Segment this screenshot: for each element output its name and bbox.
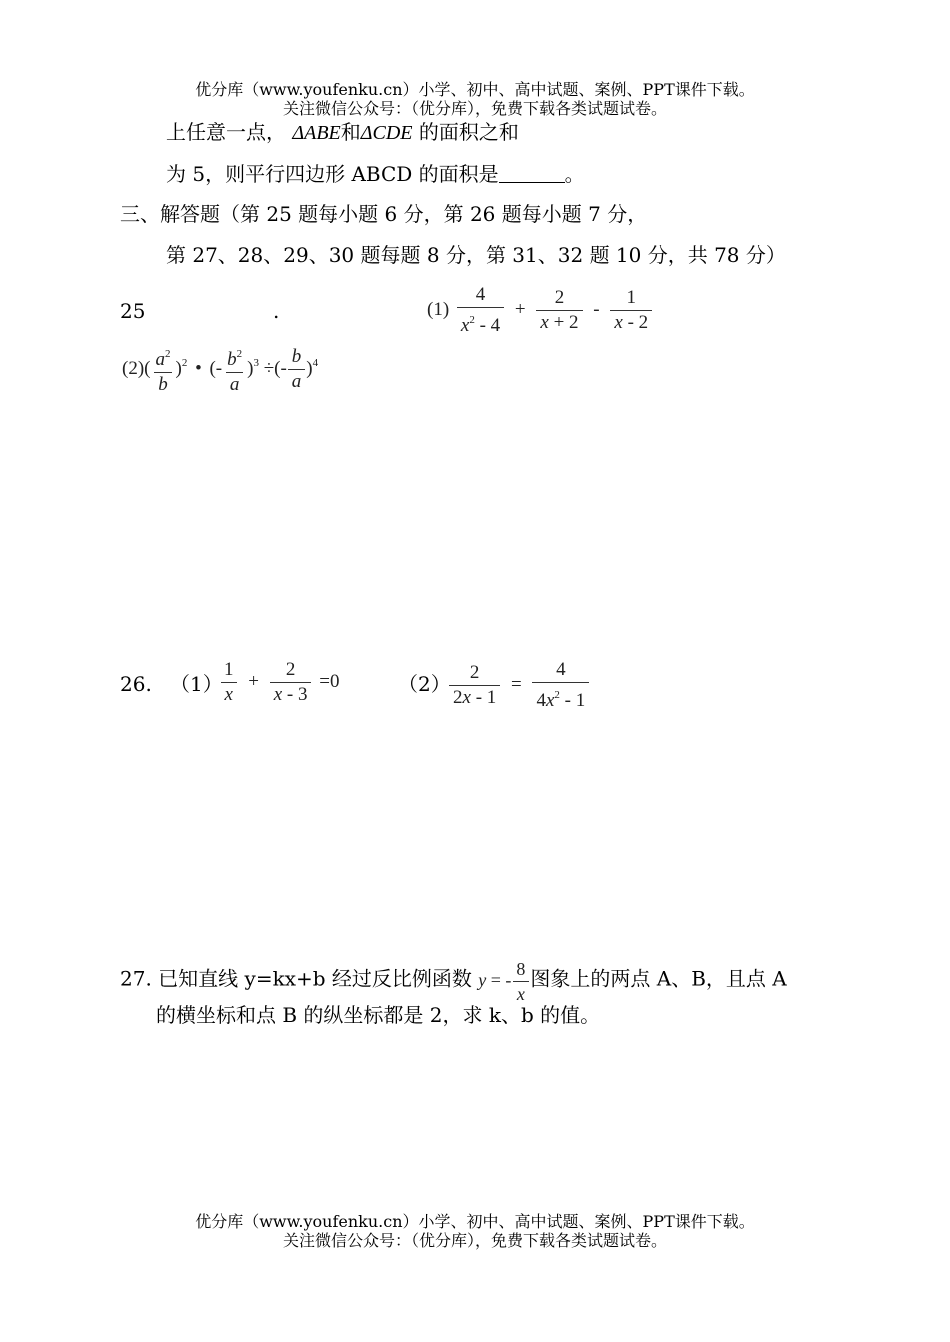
- exponent: 2: [469, 314, 475, 326]
- frac-denominator: [532, 682, 589, 712]
- q26-p2-label: （2）: [398, 672, 451, 696]
- frac-numerator: 1: [626, 287, 636, 308]
- q27-number: 27.: [120, 966, 152, 991]
- var: x: [273, 684, 283, 705]
- continuation-prefix: 上任意一点，: [166, 120, 286, 144]
- header-line-1: 优分库（www.youfenku.cn）小学、初中、高中试题、案例、PPT课件下载。: [195, 80, 755, 99]
- operator: = -: [486, 969, 512, 990]
- q25-p1-frac2: [536, 287, 582, 334]
- den-rest: - 3: [282, 684, 308, 705]
- q27-text-b: 图象上的两点 A、B，且点 A: [530, 966, 787, 991]
- frac-denominator: [270, 682, 312, 706]
- frac-denominator: [536, 310, 582, 334]
- q26-p1-frac2: [270, 659, 312, 706]
- paren-close: ): [306, 357, 313, 379]
- var: x: [614, 312, 623, 333]
- var: x: [540, 312, 549, 333]
- frac-denominator: [449, 685, 500, 709]
- footer-line-2: 关注微信公众号：（优分库），免费下载各类试题试卷。: [282, 1231, 667, 1250]
- paren-close: ): [175, 357, 182, 379]
- var: x: [460, 315, 470, 336]
- continuation-line-2: [166, 162, 585, 186]
- frac-denominator: b: [154, 372, 172, 396]
- exponent: 2: [554, 689, 560, 701]
- var: a: [155, 349, 165, 370]
- and-text: 和: [340, 120, 361, 144]
- q25-p1-frac3: [610, 287, 652, 334]
- bullet-operator: •: [195, 357, 202, 379]
- exponent: 2: [181, 356, 188, 369]
- section3-title: 三、解答题（第 25 题每小题 6 分，第 26 题每小题 7 分，: [120, 202, 648, 226]
- coef: 2: [453, 687, 463, 708]
- exponent: 3: [253, 356, 259, 369]
- continuation-line-1: [166, 120, 519, 145]
- q27-equation: [478, 959, 530, 1004]
- section3-title-cont: 第 27、28、29、30 题每题 8 分，第 31、32 题 10 分，共 78 分）: [166, 243, 786, 267]
- q27-line-2: 的横坐标和点 B 的纵坐标都是 2，求 k、b 的值。: [156, 1003, 601, 1027]
- frac-numerator: 2: [554, 287, 565, 308]
- den-rest: - 2: [622, 312, 649, 333]
- triangle-abe: ΔABE: [292, 122, 341, 144]
- var: b: [227, 349, 237, 370]
- q26-part2: [446, 659, 592, 712]
- q26-p2-frac2: [532, 659, 589, 712]
- frac-numerator: [151, 343, 174, 372]
- exponent: 4: [312, 356, 319, 369]
- exponent: 2: [164, 348, 171, 360]
- den-rest: + 2: [548, 312, 579, 333]
- q26-p2-frac1: [449, 662, 500, 709]
- equals-zero: =0: [319, 670, 340, 692]
- den-rest: - 1: [559, 690, 586, 711]
- footer-line-1: 优分库（www.youfenku.cn）小学、初中、高中试题、案例、PPT课件下载。: [195, 1212, 755, 1231]
- frac-denominator: [457, 307, 504, 337]
- divide-operator: ÷(-: [263, 357, 287, 379]
- frac-numerator: 8: [516, 959, 526, 979]
- frac-numerator: 2: [469, 662, 480, 683]
- frac-numerator: 4: [556, 659, 566, 680]
- equals-operator: =: [511, 673, 522, 695]
- continuation-suffix: 的面积之和: [418, 120, 519, 144]
- den-rest: - 4: [474, 315, 501, 336]
- q27-frac: [512, 958, 529, 1005]
- var: x: [545, 690, 555, 711]
- header-line-2: 关注微信公众号：（优分库），免费下载各类试题试卷。: [282, 99, 667, 118]
- q25-part1: [427, 284, 655, 337]
- continuation-line2-prefix: 为 5，则平行四边形 ABCD 的面积是: [166, 162, 499, 186]
- frac-numerator: 4: [475, 284, 486, 305]
- answer-blank: [499, 162, 565, 183]
- q26-p1-label: （1）: [170, 672, 223, 696]
- frac-denominator: [610, 310, 652, 334]
- frac-denominator: x: [221, 682, 237, 706]
- q26-number: 26.: [120, 672, 152, 696]
- q25-p2-frac3: [288, 346, 306, 393]
- q25-p1-frac1: [457, 284, 504, 337]
- q25-p1-op1: +: [514, 298, 526, 320]
- frac-denominator: a: [226, 372, 244, 396]
- paren-open: (-: [209, 357, 223, 379]
- q25-p2-frac2: [223, 343, 246, 396]
- q25-number: 25: [120, 299, 146, 323]
- triangle-cde: ΔCDE: [360, 122, 413, 144]
- frac-numerator: 2: [285, 659, 296, 680]
- den-rest: - 1: [470, 687, 497, 708]
- q25-p2-label: (2)(: [122, 357, 151, 379]
- frac-numerator: 1: [224, 659, 234, 680]
- q25-p1-op2: -: [593, 298, 600, 320]
- exponent: 2: [236, 348, 243, 360]
- var: y: [478, 969, 487, 990]
- q26-part1: [217, 659, 339, 706]
- q25-dot: .: [273, 299, 280, 323]
- q25-p1-label: (1): [427, 298, 450, 320]
- q25-part2: [122, 343, 318, 396]
- frac-denominator: x: [513, 981, 529, 1005]
- q27-line-1: [120, 958, 787, 1005]
- q26-p1-frac1: [220, 659, 238, 706]
- continuation-line2-suffix: 。: [564, 162, 585, 186]
- frac-denominator: a: [288, 369, 306, 393]
- plus-operator: +: [248, 670, 259, 692]
- q27-text-a: 已知直线 y=kx+b 经过反比例函数: [158, 966, 472, 991]
- var: x: [462, 687, 471, 708]
- paren-close: ): [247, 357, 254, 379]
- coef: 4: [536, 690, 546, 711]
- frac-numerator: [223, 343, 246, 372]
- q25-p2-frac1: [151, 343, 174, 396]
- frac-numerator: b: [291, 346, 302, 367]
